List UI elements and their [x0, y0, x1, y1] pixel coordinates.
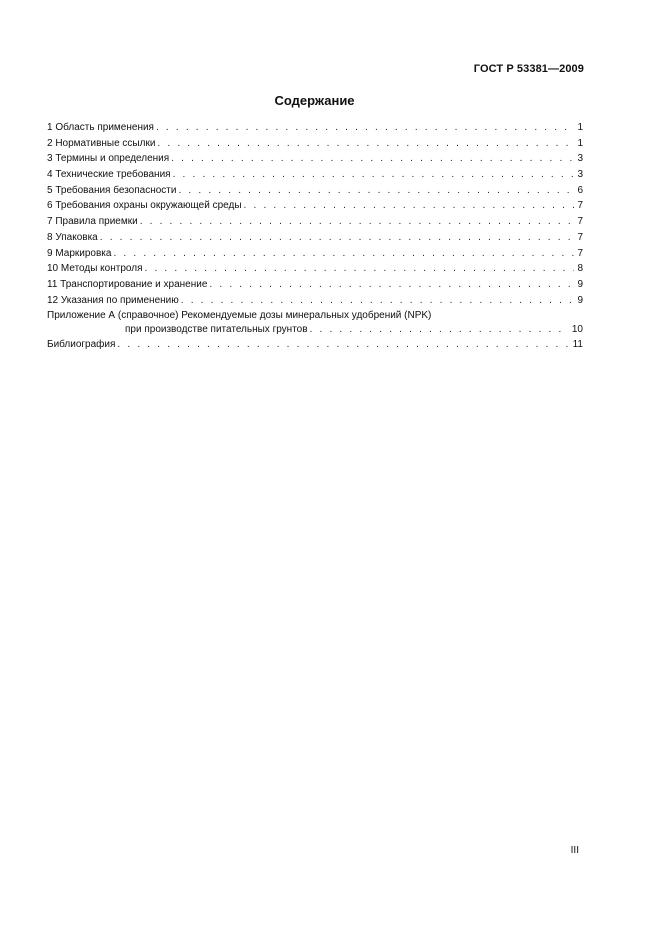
toc-entry[interactable] [47, 246, 583, 262]
dot-leader [113, 246, 574, 262]
toc-entry[interactable] [47, 136, 583, 152]
toc-entry-label: 6 Требования охраны окружающей среды [47, 200, 242, 212]
toc-entry-label: 10 Методы контроля [47, 263, 143, 275]
toc-entry-page: 7 [577, 216, 583, 228]
toc-appendix-heading[interactable] [47, 308, 583, 323]
toc-entry[interactable] [47, 293, 583, 309]
toc-entry-page: 7 [577, 247, 583, 259]
toc-entry[interactable] [47, 261, 583, 277]
toc-entry-label: 12 Указания по применению [47, 294, 179, 306]
toc-title: Содержание [274, 93, 355, 108]
toc-entry-label: 9 Маркировка [47, 247, 112, 259]
toc-entry[interactable] [47, 198, 583, 214]
toc-entry[interactable] [47, 183, 583, 199]
toc-appendix-title: Приложение А (справочное) Рекомендуемые дозы минеральных удобрений (NPK) [47, 310, 432, 322]
dot-leader [178, 183, 574, 199]
dot-leader [209, 277, 574, 293]
toc-entry[interactable] [47, 151, 583, 167]
dot-leader [181, 293, 575, 309]
toc-entry-page: 1 [577, 137, 583, 149]
toc-entry-label: 2 Нормативные ссылки [47, 137, 156, 149]
dot-leader [145, 261, 575, 277]
toc-entry-label: 8 Упаковка [47, 231, 98, 243]
toc-entry-label: 1 Область применения [47, 122, 154, 133]
toc-entry[interactable] [47, 120, 583, 136]
dot-leader [100, 230, 575, 246]
toc-entry-page: 3 [577, 169, 583, 181]
dot-leader [244, 198, 575, 214]
toc-entry-page: 10 [571, 324, 583, 336]
toc-bibliography[interactable] [47, 337, 583, 353]
table-of-contents [47, 120, 583, 353]
dot-leader [310, 323, 569, 337]
toc-entry-label: 5 Требования безопасности [47, 184, 177, 196]
toc-entry-page: 11 [572, 339, 583, 351]
toc-entry-label: 11 Транспортирование и хранение [47, 278, 208, 290]
toc-entry-page: 3 [577, 153, 583, 165]
toc-entry[interactable] [47, 214, 583, 230]
dot-leader [171, 151, 574, 167]
toc-entry-label: 4 Технические требования [47, 169, 171, 181]
dot-leader [117, 337, 569, 353]
toc-entry-page: 9 [577, 294, 583, 306]
toc-entry-page: 1 [577, 122, 583, 133]
toc-entry-page: 7 [577, 200, 583, 212]
page-number: III [570, 845, 579, 856]
toc-entry[interactable] [47, 230, 583, 246]
toc-entry-label: 3 Термины и определения [47, 153, 170, 165]
toc-entry[interactable] [47, 167, 583, 183]
dot-leader [156, 120, 574, 136]
toc-entry-page: 9 [577, 278, 583, 290]
toc-entry-page: 6 [577, 184, 583, 196]
toc-appendix-subtitle: при производстве питательных грунтов [125, 324, 308, 336]
dot-leader [173, 167, 575, 183]
dot-leader [157, 136, 574, 152]
toc-entry-page: 8 [577, 263, 583, 275]
toc-entry-page: 7 [577, 231, 583, 243]
toc-entry-label: 7 Правила приемки [47, 216, 138, 228]
document-code: ГОСТ Р 53381—2009 [473, 63, 584, 75]
dot-leader [140, 214, 575, 230]
toc-entry[interactable] [47, 277, 583, 293]
toc-appendix-continuation[interactable] [47, 323, 583, 337]
toc-entry-label: Библиография [47, 339, 116, 351]
